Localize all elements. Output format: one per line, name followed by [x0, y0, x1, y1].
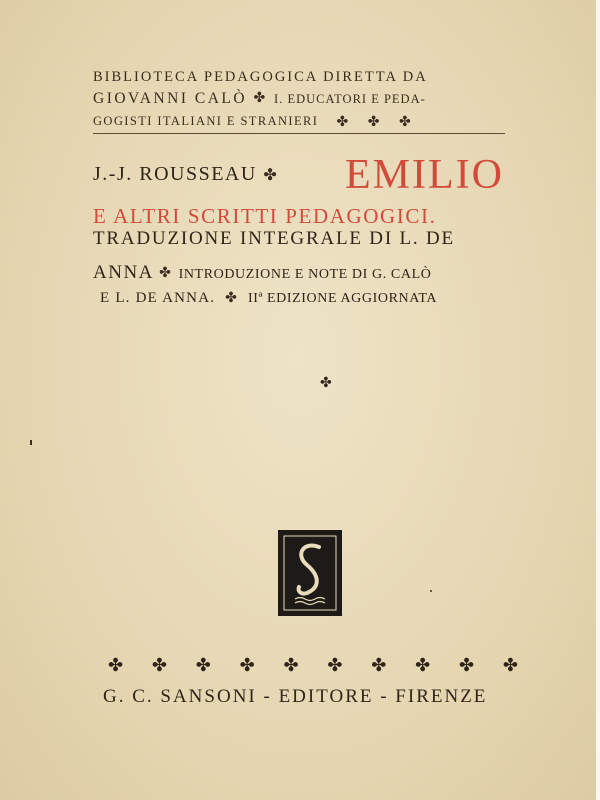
co-editor-credit: E L. DE ANNA. — [100, 290, 216, 306]
series-editor-name: GIOVANNI CALÒ — [93, 90, 248, 107]
introduction-credit: INTRODUZIONE E NOTE DI G. CALÒ — [178, 267, 432, 282]
fleuron-icon: ✤ — [367, 114, 381, 130]
fleuron-icon: ✤ — [336, 114, 350, 130]
fleuron-icon: ✤ — [108, 655, 124, 675]
fleuron-icon: ✤ — [327, 655, 343, 675]
fleuron-icon: ✤ — [263, 167, 279, 185]
fleuron-icon: ✤ — [283, 655, 299, 675]
fleuron-icon: ✤ — [502, 655, 518, 675]
fleuron-icon: ✤ — [371, 655, 387, 675]
series-line-3-text: GOGISTI ITALIANI E STRANIERI — [93, 114, 319, 129]
fleuron-icon: ✤ — [320, 376, 332, 391]
page-edge — [596, 0, 600, 800]
fleuron-icon: ✤ — [415, 655, 431, 675]
series-section: I. EDUCATORI E PEDA- — [274, 92, 426, 106]
translation-line-2 — [93, 262, 431, 284]
book-subtitle: E ALTRI SCRITTI PEDAGOGICI. — [93, 204, 437, 228]
fleuron-ornament-row — [108, 655, 518, 676]
paper-speck — [30, 440, 32, 445]
fleuron-icon: ✤ — [398, 114, 413, 130]
fleuron-icon: ✤ — [225, 291, 239, 307]
author-line — [93, 163, 278, 186]
fleuron-icon: ✤ — [151, 655, 167, 675]
translator-surname: ANNA — [93, 262, 153, 283]
series-line-2 — [93, 88, 513, 110]
paper-speck — [430, 590, 432, 592]
series-line-3 — [93, 110, 513, 133]
fleuron-icon: ✤ — [459, 655, 475, 675]
translation-line-3 — [100, 290, 437, 307]
fleuron-icon: ✤ — [195, 655, 211, 675]
publisher-s-logo-icon — [278, 530, 342, 616]
fleuron-icon: ✤ — [159, 266, 173, 282]
fleuron-icon: ✤ — [253, 91, 268, 107]
divider-rule — [93, 133, 505, 134]
book-title: EMILIO — [345, 152, 504, 198]
series-heading — [93, 66, 513, 134]
fleuron-icon: ✤ — [239, 655, 255, 675]
series-line-1: BIBLIOTECA PEDAGOGICA DIRETTA DA — [93, 69, 428, 85]
publisher-imprint: G. C. SANSONI - EDITORE - FIRENZE — [103, 686, 488, 707]
author-name: J.-J. ROUSSEAU — [93, 163, 257, 185]
edition-note: IIª EDIZIONE AGGIORNATA — [247, 291, 438, 306]
translation-line-1: TRADUZIONE INTEGRALE DI L. DE — [93, 228, 455, 249]
